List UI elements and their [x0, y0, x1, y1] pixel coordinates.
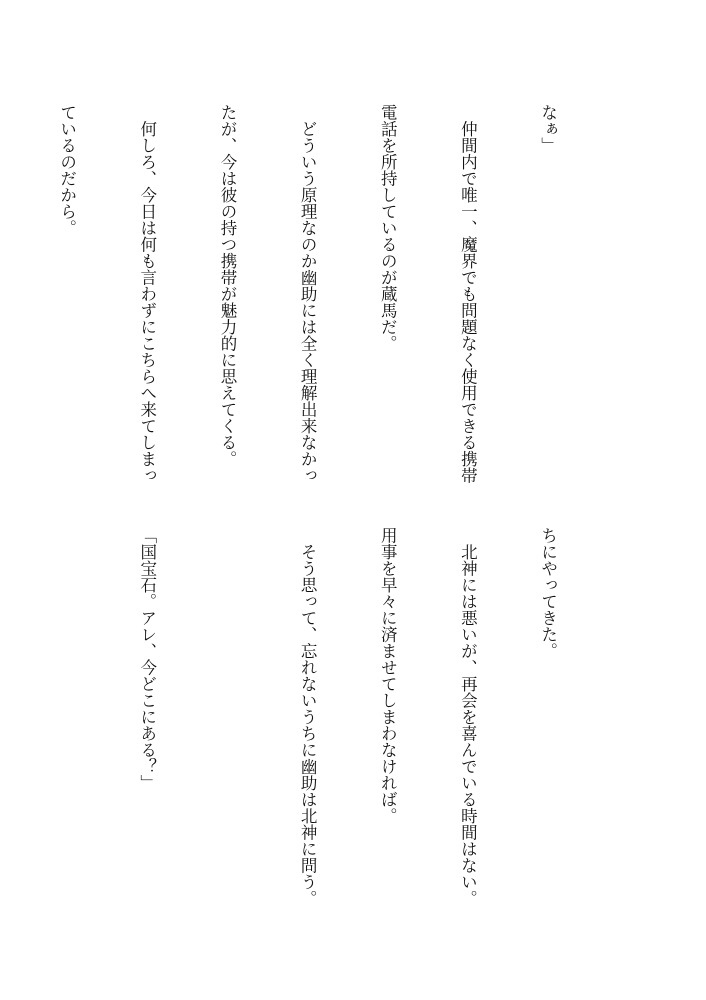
- text-line: そう思って、忘れないうちに幽助は北神に問う。: [298, 527, 318, 907]
- blank-line: [53, 527, 80, 927]
- text-line: たが、今は彼の持つ携帯が魅力的に思えてくる。: [217, 104, 237, 467]
- blank-line: [213, 527, 240, 927]
- text-line: ているのだから。: [57, 104, 77, 236]
- text-line: 何しろ、今日は何も言わずにこちらへ来てしまっ: [137, 104, 157, 484]
- bottom-text-block: [0, 527, 614, 927]
- top-text-block: [0, 104, 614, 504]
- text-line: なぁ」: [538, 104, 558, 154]
- text-line: 北神には悪いが、再会を喜んでいる時間はない。: [458, 527, 478, 907]
- text-line: ちにやってきた。: [538, 527, 558, 659]
- text-line: 用事を早々に済ませてしまわなければ。: [378, 527, 398, 824]
- text-line: 「国宝石。アレ、今どこにある？」: [137, 527, 157, 791]
- text-line: 仲間内で唯一、魔界でも問題なく使用できる携帯: [458, 104, 478, 484]
- text-line: どういう原理なのか幽助には全く理解出来なかっ: [298, 104, 318, 484]
- text-line: 電話を所持しているのが蔵馬だ。: [378, 104, 398, 352]
